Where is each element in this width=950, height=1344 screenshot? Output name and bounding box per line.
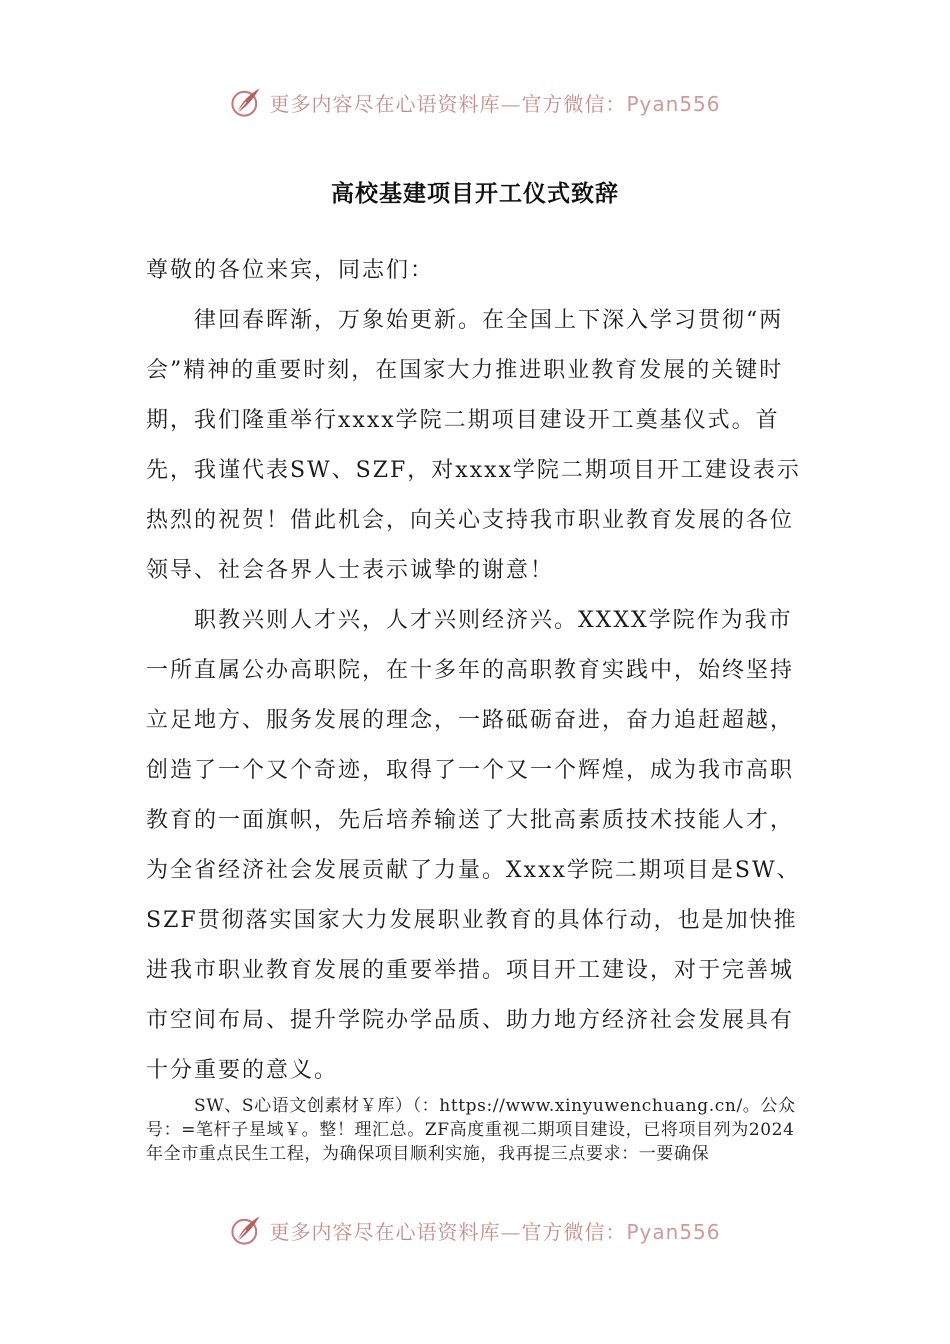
banner-label: 官方微信： xyxy=(521,1219,627,1244)
banner-separator: — xyxy=(500,91,522,116)
paragraph-2: 职教兴则人才兴，人才兴则经济兴。XXXX学院作为我市一所直属公办高职院，在十多年的高职教育实践中，始终坚持立足地方、服务发展的理念，一路砥砺奋进，奋力追赶超越，创造了一个又个奇迹，取得了一个又一个辉煌，成为我市高职教育的一面旗帜，先后培养输送了大批高素质技术技能人才，为全省经济社会发展贡献了力量。Xxxx学院二期项目是SW、SZF贯彻落实国家大力发展职业教育的具体行动，也是加快推进我市职业教育发展的重要举措。项目开工建设，对于完善城市空间布局、提升学院办学品质、助力地方经济社会发展具有十分重要的意义。 xyxy=(146,608,801,1083)
document-body xyxy=(146,246,810,1096)
banner-contact: Pyan556 xyxy=(626,1219,721,1244)
footer-watermark-banner xyxy=(0,1208,950,1252)
header-watermark-banner xyxy=(0,80,950,124)
small-print-section xyxy=(146,1094,810,1166)
quill-pen-logo-icon xyxy=(229,1213,263,1247)
banner-contact: Pyan556 xyxy=(626,91,721,116)
banner-label: 官方微信： xyxy=(521,91,627,116)
banner-separator: — xyxy=(500,1219,522,1244)
salutation: 尊敬的各位来宾，同志们： xyxy=(146,258,435,283)
paragraph-1: 律回春晖渐，万象始更新。在全国上下深入学习贯彻“两会”精神的重要时刻，在国家大力推进职业教育发展的关键时期，我们隆重举行xxxx学院二期项目建设开工奠基仪式。首先，我谨代表SW、SZF，对xxxx学院二期项目开工建设表示热烈的祝贺！借此机会，向关心支持我市职业教育发展的各位领导、社会各界人士表示诚挚的谢意！ xyxy=(146,308,801,583)
quill-pen-logo-icon xyxy=(229,85,263,119)
banner-main-text: 更多内容尽在心语资料库 xyxy=(269,1219,501,1244)
banner-main-text: 更多内容尽在心语资料库 xyxy=(269,91,501,116)
small-paragraph: SW、S心语文创素材￥库）（：https://www.xinyuwenchuang.cn/。公众号：=笔杆子星域￥。整！理汇总。ZF高度重视二期项目建设，已将项目列为2024年全市重点民生工程，为确保项目顺利实施，我再提三点要求：一要确保 xyxy=(146,1096,796,1164)
document-title: 高校基建项目开工仪式致辞 xyxy=(331,181,619,207)
